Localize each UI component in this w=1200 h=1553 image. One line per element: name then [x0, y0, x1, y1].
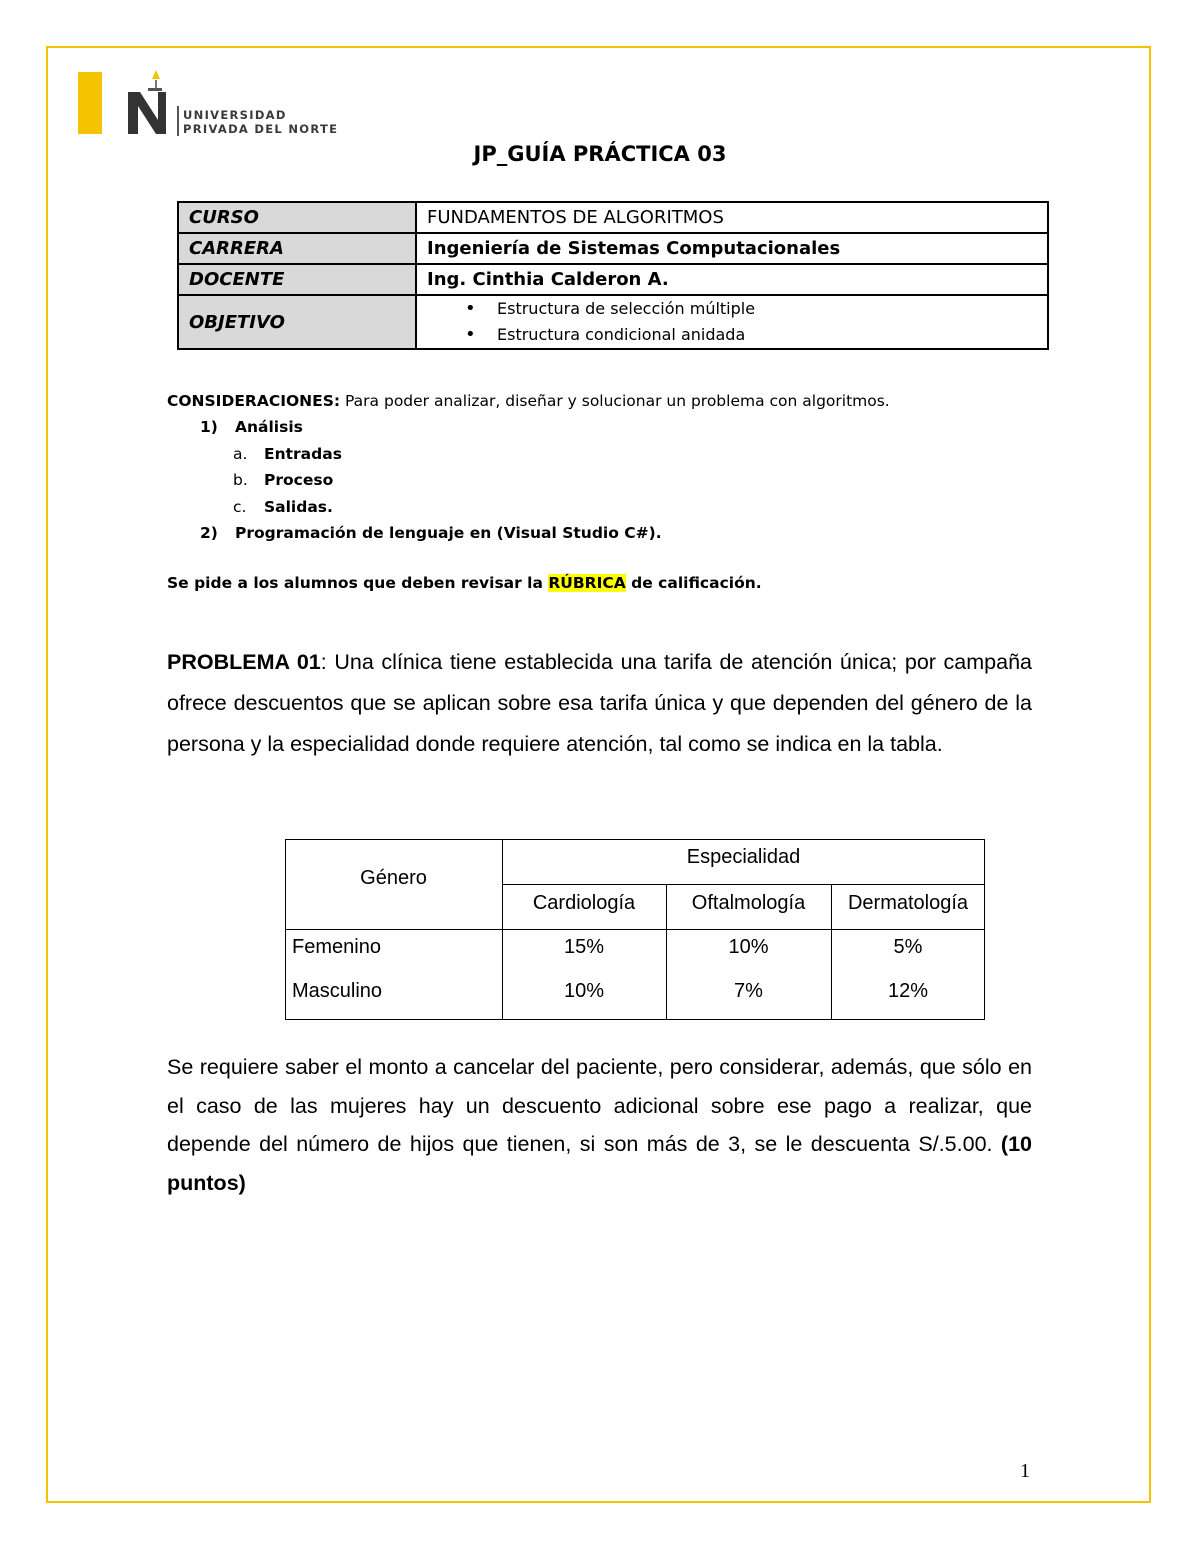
problem-points: (10 puntos) — [167, 1132, 1032, 1195]
discount-table — [285, 839, 985, 1019]
logo-yellow-bar — [78, 72, 102, 134]
table-row — [178, 202, 1048, 233]
course-info-table — [177, 201, 1049, 350]
consideraciones-label: CONSIDERACIONES: — [167, 392, 341, 410]
list-item — [167, 441, 890, 468]
list-item — [167, 467, 890, 494]
rubrica-after: de calificación. — [625, 574, 762, 592]
list-item — [167, 494, 890, 521]
item-text: Análisis — [235, 418, 303, 436]
table-cell: 15% — [563, 936, 605, 958]
item-letter: a. — [233, 444, 248, 463]
item-text: Salidas. — [264, 497, 333, 516]
problem-text: : Una clínica tiene establecida una tarifa de atención única; por campaña ofrece descuentos que se aplican sobre esa tarifa única y que dependen del género de la persona y la especialidad donde requiere atención, tal como se indica en la tabla. — [167, 650, 1033, 756]
rubrica-note — [167, 574, 762, 592]
especialidad-dermatologia: Dermatología — [847, 892, 969, 914]
item-text: Entradas — [264, 444, 342, 463]
table-cell: 5% — [893, 936, 923, 958]
item-letter: c. — [233, 497, 247, 516]
genero-masculino: Masculino — [292, 980, 383, 1002]
problem-statement — [167, 642, 1032, 765]
genero-header: Género — [360, 867, 427, 889]
docente-value: Ing. Cinthia Calderon A. — [416, 264, 1048, 295]
list-item: • Estructura condicional anidada — [427, 322, 1037, 348]
objetivo-list — [427, 296, 1037, 348]
problem-cont-text: Se requiere saber el monto a cancelar del paciente, pero considerar, además, que sólo en el caso de las mujeres hay un descuento adicional sobre ese pago a realizar, que depende del número de hijos que tienen, si son más de 3, se le descuenta S/.5.00. — [167, 1055, 1032, 1156]
carrera-value: Ingeniería de Sistemas Computacionales — [416, 233, 1048, 264]
logo-n-icon — [126, 70, 174, 136]
logo-line2: PRIVADA DEL NORTE — [183, 122, 339, 136]
item-text: Proceso — [264, 471, 334, 489]
consideraciones-text: Para poder analizar, diseñar y solucionar un problema con algoritmos. — [345, 392, 890, 410]
problem-label: PROBLEMA 01 — [167, 650, 321, 674]
table-row — [178, 295, 1048, 349]
item-letter: b. — [233, 471, 248, 489]
consideraciones-section — [167, 388, 890, 547]
especialidad-cardiologia: Cardiología — [532, 892, 636, 914]
table-cell: 10% — [563, 980, 605, 1002]
genero-femenino: Femenino — [292, 936, 381, 958]
list-item — [167, 520, 890, 547]
especialidad-header: Especialidad — [686, 846, 801, 868]
document-title: JP_GUÍA PRÁCTICA 03 — [473, 142, 727, 166]
list-item: • Estructura de selección múltiple — [427, 296, 1037, 322]
objetivo-value — [416, 295, 1048, 349]
rubrica-before: Se pide a los alumnos que deben revisar la — [167, 574, 549, 592]
university-logo — [78, 68, 358, 140]
problem-continuation — [167, 1048, 1032, 1202]
logo-text — [183, 108, 338, 136]
item-number: 1) — [200, 418, 218, 436]
carrera-label: CARRERA — [178, 233, 416, 264]
curso-label: CURSO — [178, 202, 416, 233]
item-text: Programación de lenguaje en (Visual Studio C#). — [235, 524, 662, 542]
table-row — [178, 233, 1048, 264]
page-number: 1 — [1020, 1460, 1030, 1482]
consideraciones-lead — [167, 388, 890, 414]
especialidad-oftalmologia: Oftalmología — [691, 892, 806, 914]
table-cell: 12% — [887, 980, 929, 1002]
table-row — [178, 264, 1048, 295]
item-number: 2) — [200, 524, 218, 542]
table-divider — [285, 929, 985, 930]
logo-separator — [177, 106, 179, 136]
table-cell: 7% — [734, 980, 763, 1002]
curso-value: FUNDAMENTOS DE ALGORITMOS — [416, 202, 1048, 233]
table-cell: 10% — [728, 936, 769, 958]
logo-line1: UNIVERSIDAD — [183, 108, 287, 122]
table-divider — [502, 884, 985, 885]
objetivo-label: OBJETIVO — [178, 295, 416, 349]
rubrica-highlight: RÚBRICA — [548, 574, 626, 592]
list-item — [167, 414, 890, 441]
docente-label: DOCENTE — [178, 264, 416, 295]
